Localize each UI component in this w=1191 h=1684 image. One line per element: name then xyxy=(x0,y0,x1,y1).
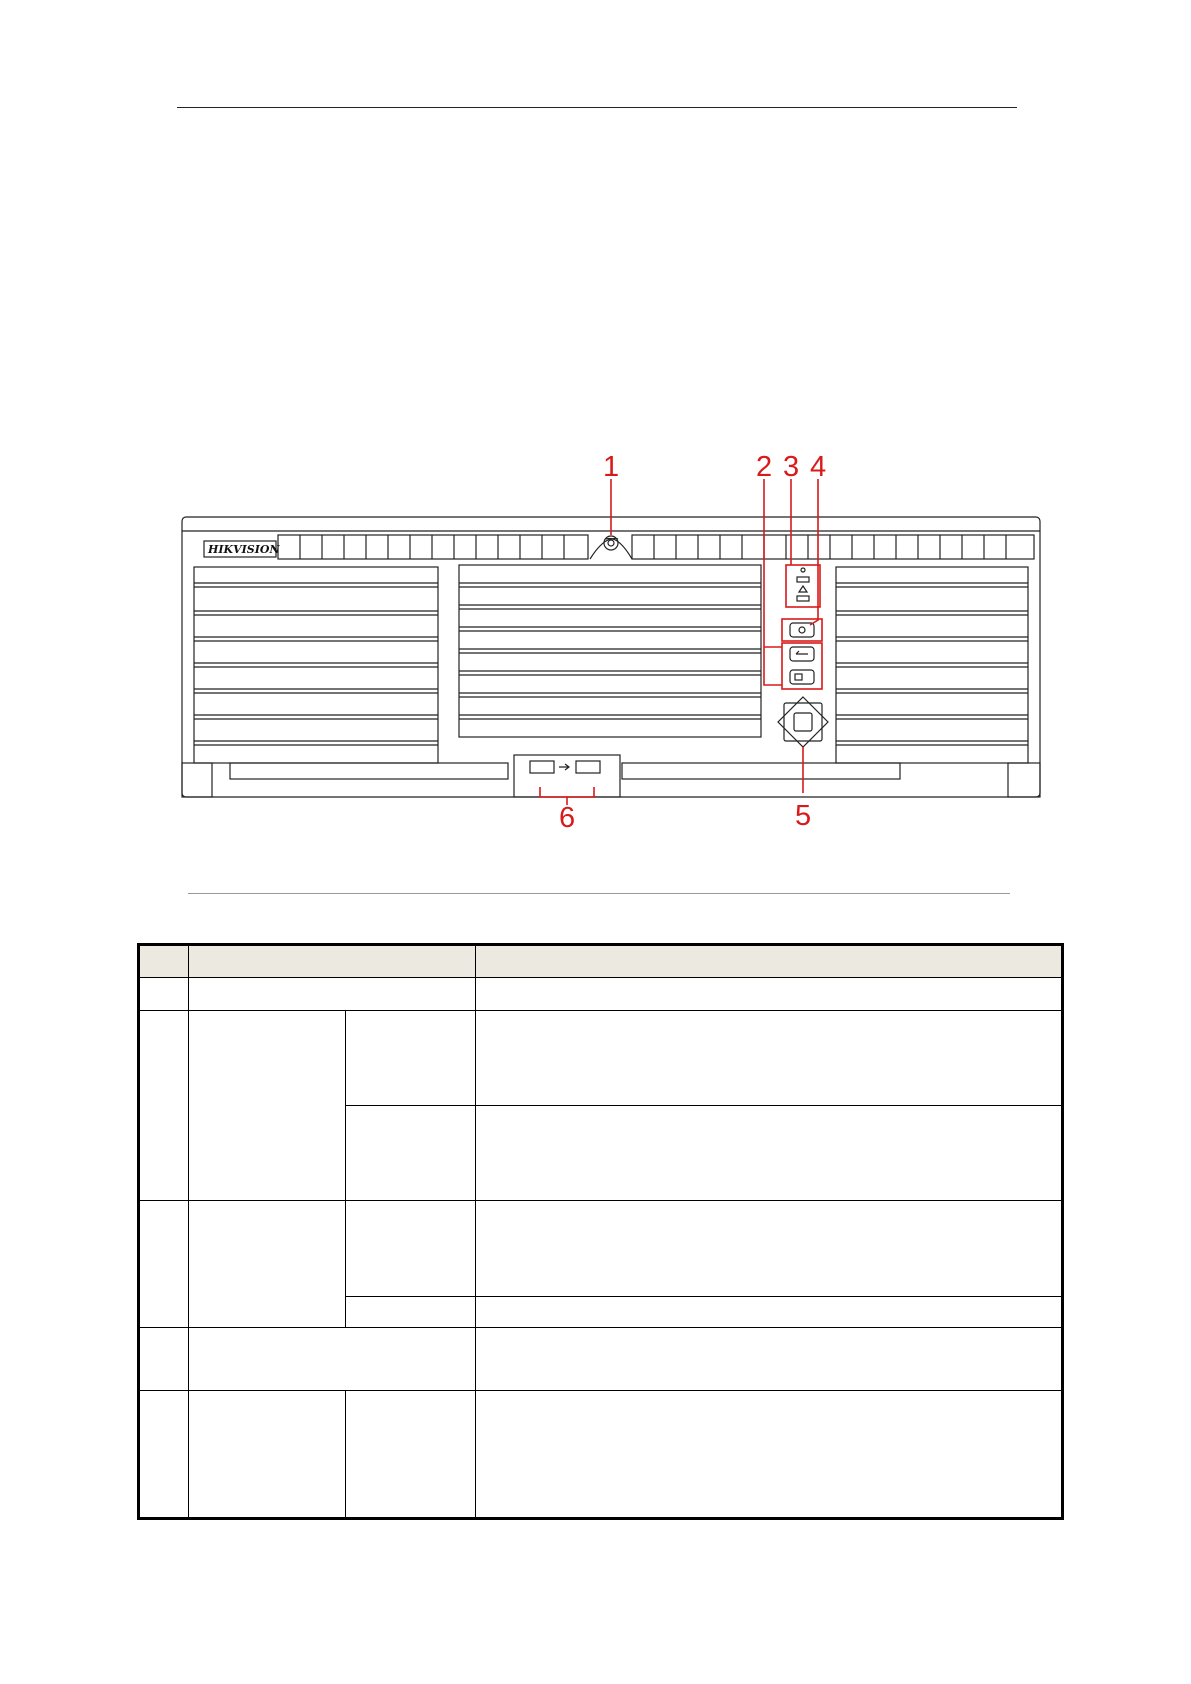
hdd-status-icon xyxy=(799,586,807,592)
row-sub-label xyxy=(346,1390,476,1518)
row-description xyxy=(476,1296,1063,1327)
usb-port-icon xyxy=(576,761,600,773)
right-grill xyxy=(836,567,1028,763)
left-grill xyxy=(194,567,438,763)
header-name xyxy=(189,945,476,978)
front-panel-figure xyxy=(170,455,1050,835)
table-row xyxy=(139,1390,1063,1518)
row-no xyxy=(139,1201,189,1327)
top-vent-left xyxy=(278,535,588,559)
table-row xyxy=(139,1327,1063,1390)
row-name xyxy=(189,1011,346,1201)
front-panel-description-table xyxy=(137,943,1064,1520)
header-description xyxy=(476,945,1063,978)
row-description xyxy=(476,1201,1063,1296)
callout-6: 6 xyxy=(559,802,576,834)
header-rule xyxy=(177,107,1017,108)
callout-box-4 xyxy=(782,619,822,641)
callout-2: 2 xyxy=(756,455,773,483)
front-panel-diagram xyxy=(170,455,1050,835)
row-sub-label xyxy=(346,1296,476,1327)
top-vent-right xyxy=(632,535,1034,559)
row-description xyxy=(476,1106,1063,1201)
row-no xyxy=(139,1327,189,1390)
callout-5: 5 xyxy=(795,800,812,832)
table-row xyxy=(139,1201,1063,1296)
row-no xyxy=(139,1011,189,1201)
table-header-row xyxy=(139,945,1063,978)
row-name xyxy=(189,1327,476,1390)
usb-port-icon xyxy=(530,761,554,773)
brand-logo: HIKVISION xyxy=(208,543,280,556)
power-status-icon xyxy=(801,568,805,572)
center-grill xyxy=(459,565,761,737)
row-name xyxy=(189,1390,346,1518)
table-row xyxy=(139,1011,1063,1106)
header-no xyxy=(139,945,189,978)
hdd-status-led xyxy=(797,596,809,601)
row-name xyxy=(189,978,476,1011)
row-description xyxy=(476,1390,1063,1518)
row-sub-label xyxy=(346,1011,476,1106)
callout-box-2 xyxy=(782,643,822,689)
row-sub-label xyxy=(346,1201,476,1296)
row-name xyxy=(189,1201,346,1327)
row-description xyxy=(476,978,1063,1011)
callout-4: 4 xyxy=(810,455,827,483)
row-no xyxy=(139,978,189,1011)
callout-1: 1 xyxy=(603,455,620,483)
table-row xyxy=(139,978,1063,1011)
direction-enter-keypad-icon xyxy=(778,697,828,747)
row-description xyxy=(476,1327,1063,1390)
caption-rule xyxy=(188,893,1010,894)
row-sub-label xyxy=(346,1106,476,1201)
row-description xyxy=(476,1011,1063,1106)
callout-3: 3 xyxy=(783,455,800,483)
usb-symbol-icon xyxy=(559,764,569,770)
row-no xyxy=(139,1390,189,1518)
power-status-led xyxy=(797,577,809,582)
